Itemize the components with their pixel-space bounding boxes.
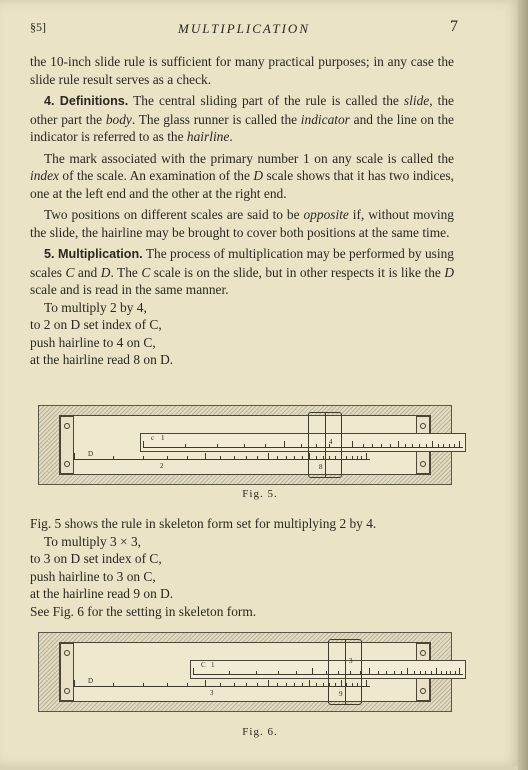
text-span: and the line on the indicator is referred to as the: [30, 111, 455, 144]
scale-tick: [286, 456, 287, 459]
text-span: scale shows that it has two indices, one at the left end and the other at the right end.: [30, 168, 454, 201]
scale-tick: [74, 680, 75, 686]
hairline: [345, 640, 346, 704]
screw-icon: [420, 461, 426, 467]
scale-tick: [193, 668, 194, 674]
scale-tick: [372, 444, 373, 447]
text-span: , the other part the: [30, 93, 454, 127]
running-title: MULTIPLICATION: [178, 21, 310, 36]
scale-tick: [185, 444, 186, 447]
scale-tick: [309, 453, 310, 459]
scale-tick: [361, 683, 362, 686]
term-opposite: opposite: [303, 207, 349, 222]
scale-tick: [143, 456, 144, 459]
scale-tick: [309, 680, 310, 686]
scale-tick: [234, 683, 235, 686]
label-1: 1: [161, 434, 165, 442]
scale-tick: [329, 683, 330, 686]
term-index: index: [30, 168, 59, 183]
scale-tick: [386, 671, 387, 674]
scale-tick: [187, 456, 188, 459]
rule-body: [59, 642, 431, 702]
section-mark: §5]: [30, 20, 46, 34]
example-intro: To multiply 3 × 3,: [44, 533, 142, 549]
scale-tick: [220, 683, 221, 686]
scale-c: C: [141, 264, 151, 280]
scale-tick: [335, 456, 336, 459]
scale-tick: [220, 456, 221, 459]
scale-tick: [394, 671, 395, 674]
scale-tick: [357, 456, 358, 459]
scale-tick: [419, 444, 420, 447]
paragraph: See Fig. 6 for the setting in skeleton form.: [30, 603, 257, 619]
example-step: at the hairline read 9 on D.: [30, 586, 174, 601]
scale-tick: [390, 444, 391, 447]
example-step: push hairline to 3 on C,: [30, 568, 156, 584]
paragraph: Fig. 5 shows the rule in skeleton form set for multiplying 2 by 4.: [30, 516, 377, 531]
example-step: at the hairline read 8 on D.: [30, 352, 174, 367]
scale-d: D: [253, 168, 264, 183]
scale-tick: [323, 683, 324, 686]
term-indicator: indicator: [300, 111, 350, 127]
scale-tick: [366, 453, 367, 459]
label-3-c: 3: [349, 657, 353, 665]
scale-tick: [244, 444, 245, 447]
scale-tick: [441, 671, 442, 674]
screw-icon: [420, 650, 426, 656]
scale-tick: [369, 668, 370, 674]
example-step: to 2 on D set index of C,: [30, 317, 162, 332]
scale-tick: [257, 683, 258, 686]
scale-tick: [341, 680, 342, 686]
rule-end-left: [60, 643, 74, 701]
c-scale-line: [143, 447, 463, 448]
figure-6-caption: Fig. 6.: [242, 726, 278, 738]
scale-tick: [341, 453, 342, 459]
figure-5-caption: Fig. 5.: [242, 488, 278, 500]
indicator: [308, 412, 342, 478]
scale-tick: [296, 671, 297, 674]
scale-tick: [302, 683, 303, 686]
scale-d: D: [100, 264, 111, 280]
scale-tick: [302, 456, 303, 459]
scale-tick: [361, 456, 362, 459]
scale-tick: [246, 683, 247, 686]
text-span: and: [74, 264, 101, 280]
scale-tick: [346, 683, 347, 686]
text-span: . The glass runner is called the: [131, 111, 301, 127]
section-heading: 4. Definitions.: [44, 94, 129, 108]
scale-tick: [205, 453, 206, 459]
text-span: of the scale. An examination of the: [59, 168, 254, 183]
scale-tick: [205, 680, 206, 686]
scale-tick: [443, 444, 444, 447]
scale-tick: [426, 444, 427, 447]
scale-tick: [459, 441, 460, 447]
paragraph-index: [30, 150, 454, 203]
scale-tick: [167, 456, 168, 459]
term-slide: slide: [403, 93, 430, 108]
scale-tick: [316, 456, 317, 459]
scale-tick: [326, 671, 327, 674]
label-2: 2: [160, 462, 164, 470]
rule-slide: [140, 433, 466, 452]
scale-tick: [378, 671, 379, 674]
label-1: 1: [211, 661, 215, 669]
scale-tick: [268, 453, 269, 459]
book-spine: [518, 0, 528, 770]
label-c: c: [151, 434, 155, 442]
scale-tick: [459, 668, 460, 674]
scale-tick: [278, 671, 279, 674]
scale-tick: [113, 683, 114, 686]
scale-tick: [286, 683, 287, 686]
text-span: .: [229, 129, 233, 144]
indicator: [328, 639, 362, 705]
label-d: D: [88, 450, 94, 458]
scale-tick: [450, 671, 451, 674]
scale-tick: [412, 444, 413, 447]
scale-tick: [438, 444, 439, 447]
label-8: 8: [319, 463, 323, 471]
term-body: body: [105, 111, 132, 127]
scale-tick: [401, 671, 402, 674]
scale-tick: [414, 671, 415, 674]
screw-icon: [64, 423, 70, 429]
scale-tick: [352, 683, 353, 686]
scale-tick: [234, 456, 235, 459]
scale-tick: [407, 668, 408, 674]
rule-body: [59, 415, 431, 475]
scale-tick: [357, 683, 358, 686]
scale-tick: [316, 683, 317, 686]
scale-tick: [268, 680, 269, 686]
scale-tick: [301, 444, 302, 447]
scale-tick: [420, 671, 421, 674]
scale-tick: [398, 441, 399, 447]
text-span: The mark associated with the primary number 1 on any scale is called the: [44, 150, 454, 166]
scale-tick: [294, 456, 295, 459]
d-scale-line: [74, 686, 370, 687]
label-3-d: 3: [210, 689, 214, 697]
rule-end-left: [60, 416, 74, 474]
scale-tick: [217, 444, 218, 447]
scale-tick: [187, 683, 188, 686]
text-span: scale and is read in the same manner.: [30, 282, 229, 297]
scale-tick: [335, 683, 336, 686]
scale-tick: [312, 668, 313, 674]
text-span: The process of multiplication may be performed by using scales: [30, 246, 454, 280]
scale-tick: [277, 683, 278, 686]
scale-tick: [381, 444, 382, 447]
screw-icon: [420, 423, 426, 429]
scale-tick: [256, 671, 257, 674]
example-intro: To multiply 2 by 4,: [44, 299, 147, 315]
scale-tick: [352, 441, 353, 447]
hairline: [325, 413, 326, 477]
paragraph-opposite: [30, 206, 454, 241]
text-block-1: [30, 53, 454, 369]
label-c: C: [201, 661, 206, 669]
scale-tick: [257, 456, 258, 459]
page-number: 7: [450, 18, 458, 35]
scale-tick: [405, 444, 406, 447]
scale-tick: [436, 668, 437, 674]
scale-tick: [167, 683, 168, 686]
scale-tick: [352, 456, 353, 459]
text-span: if, without moving the slide, the hairline may be brought to cover both positions at the same time.: [30, 207, 455, 240]
label-9: 9: [339, 690, 343, 698]
label-d: D: [88, 677, 94, 685]
scale-tick: [446, 671, 447, 674]
scale-tick: [229, 671, 230, 674]
scale-tick: [74, 453, 75, 459]
text-span: . The: [110, 264, 142, 280]
scale-tick: [449, 444, 450, 447]
scale-tick: [454, 444, 455, 447]
example-step: to 3 on D set index of C,: [30, 551, 162, 566]
label-4: 4: [329, 438, 333, 446]
scale-tick: [246, 456, 247, 459]
paragraph-definitions: [30, 92, 454, 146]
scale-tick: [432, 441, 433, 447]
scale-tick: [143, 441, 144, 447]
screw-icon: [420, 688, 426, 694]
scale-c: C: [65, 264, 75, 280]
text-span: Two positions on different scales are said to be: [44, 207, 304, 222]
section-heading: 5. Multiplication.: [44, 247, 143, 261]
scale-tick: [277, 456, 278, 459]
example-step: push hairline to 4 on C,: [30, 334, 156, 350]
scale-tick: [294, 683, 295, 686]
text-span: scale is on the slide, but in other respects it is like the: [150, 264, 445, 280]
text-block-2: [30, 515, 454, 620]
scale-tick: [366, 680, 367, 686]
scale-tick: [455, 671, 456, 674]
scale-d: D: [444, 264, 455, 280]
figure-5-slide-rule: [38, 405, 452, 485]
screw-icon: [64, 461, 70, 467]
scale-tick: [113, 456, 114, 459]
scale-tick: [329, 456, 330, 459]
scale-tick: [431, 671, 432, 674]
scale-tick: [284, 441, 285, 447]
page-header: [30, 18, 458, 38]
scale-tick: [143, 683, 144, 686]
screw-icon: [64, 688, 70, 694]
paragraph: the 10-inch slide rule is sufficient for many practical purposes; in any case the slide rule result serves as a check.: [30, 54, 454, 87]
paragraph-multiplication: [30, 245, 454, 299]
figure-6-slide-rule: [38, 632, 452, 712]
scale-tick: [346, 456, 347, 459]
scale-tick: [323, 456, 324, 459]
scale-tick: [363, 444, 364, 447]
scale-tick: [425, 671, 426, 674]
screw-icon: [64, 650, 70, 656]
text-span: The central sliding part of the rule is called the: [128, 93, 404, 108]
term-hairline: hairline: [186, 129, 230, 144]
scale-tick: [265, 444, 266, 447]
